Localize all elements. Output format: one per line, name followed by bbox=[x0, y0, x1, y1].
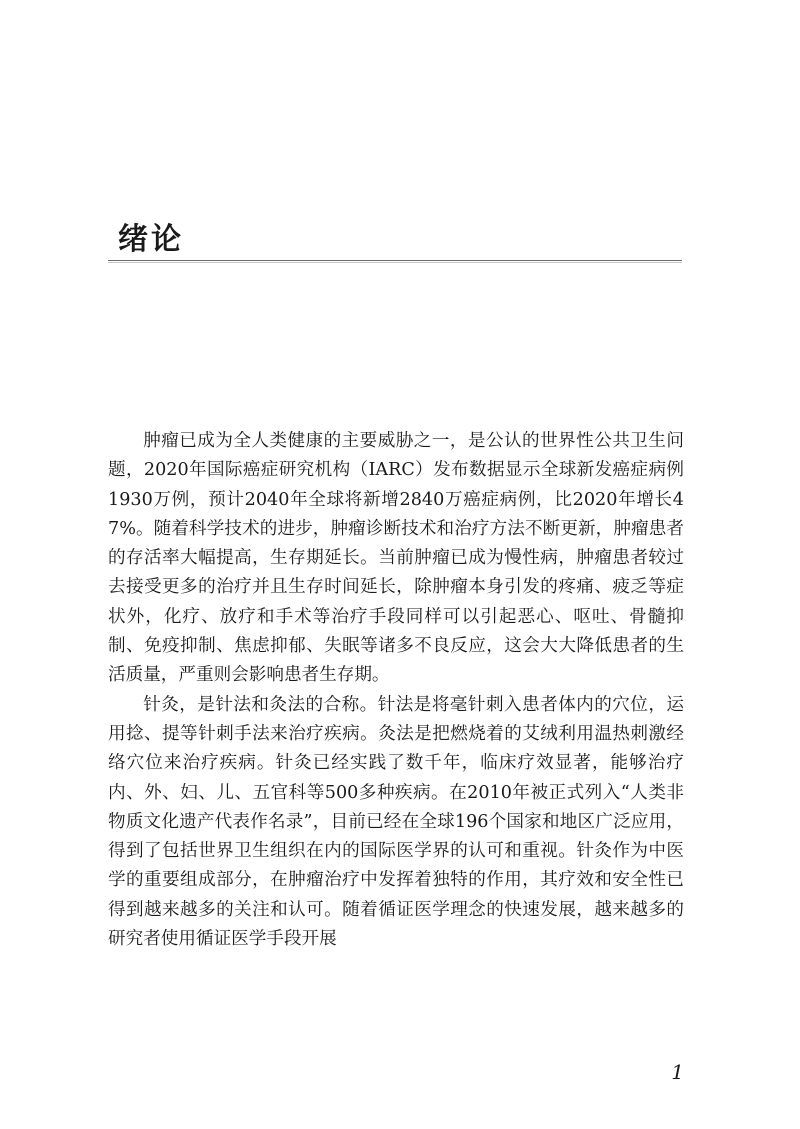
page-number: 1 bbox=[671, 1060, 684, 1084]
heading-divider bbox=[108, 260, 682, 263]
paragraph: 针灸，是针法和灸法的合称。针法是将毫针刺入患者体内的穴位，运用捻、提等针刺手法来治疗疾病。灸法是把燃烧着的艾绒利用温热刺激经络穴位来治疗疾病。针灸已经实践了数千年，临床疗效显著，能够治疗内、外、妇、儿、五官科等500多种疾病。在2010年被正式列入“人类非物质文化遗产代表作名录”，目前已经在全球196个国家和地区广泛应用，得到了包括世界卫生组织在内的国际医学界的认可和重视。针灸作为中医学的重要组成部分，在肿瘤治疗中发挥着独特的作用，其疗效和安全性已得到越来越多的关注和认可。随着循证医学理念的快速发展，越来越多的研究者使用循证医学手段开展 bbox=[108, 694, 684, 950]
chapter-title: 绪论 bbox=[118, 222, 184, 257]
body-text bbox=[108, 427, 684, 954]
paragraph: 肿瘤已成为全人类健康的主要威胁之一，是公认的世界性公共卫生问题，2020年国际癌症研究机构（IARC）发布数据显示全球新发癌症病例1930万例，预计2040年全球将新增2840万癌症病例，比2020年增长47%。随着科学技术的进步，肿瘤诊断技术和治疗方法不断更新，肿瘤患者的存活率大幅提高，生存期延长。当前肿瘤已成为慢性病，肿瘤患者较过去接受更多的治疗并且生存时间延长，除肿瘤本身引发的疼痛、疲乏等症状外，化疗、放疗和手术等治疗手段同样可以引起恶心、呕吐、骨髓抑制、免疫抑制、焦虑抑郁、失眠等诸多不良反应，这会大大降低患者的生活质量，严重则会影响患者生存期。 bbox=[108, 431, 684, 686]
chapter-heading bbox=[108, 222, 682, 263]
